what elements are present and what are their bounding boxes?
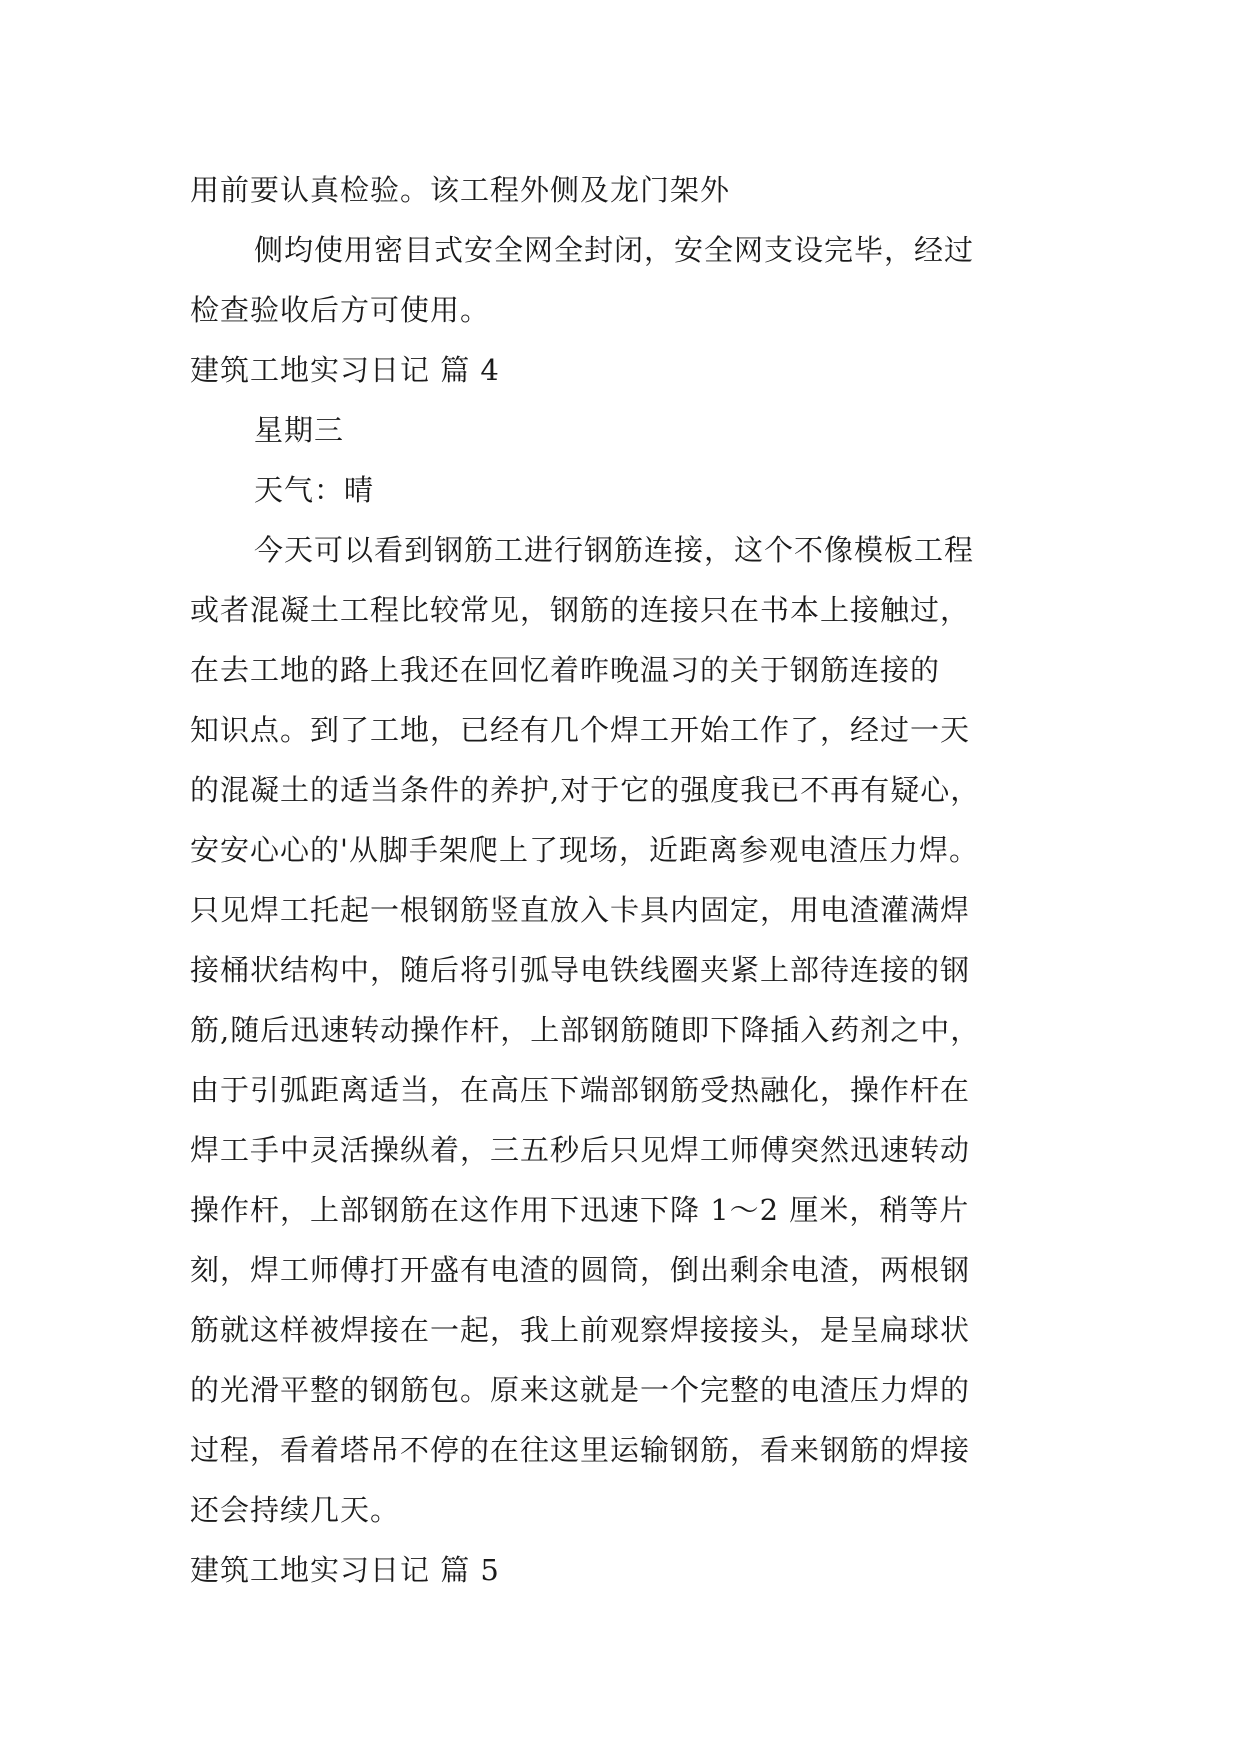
paragraph-line: 的光滑平整的钢筋包。原来这就是一个完整的电渣压力焊的 [190,1373,971,1407]
paragraph-line: 的混凝土的适当条件的养护,对于它的强度我已不再有疑心， [190,773,981,807]
document-content [190,160,1050,1600]
paragraph-line: 今天可以看到钢筋工进行钢筋连接，这个不像模板工程 [254,533,975,567]
paragraph-line: 还会持续几天。 [190,1493,401,1527]
paragraph-line: 焊工手中灵活操纵着，三五秒后只见焊工师傅突然迅速转动 [190,1133,971,1167]
paragraph-line: 在去工地的路上我还在回忆着昨晚温习的关于钢筋连接的 [190,653,941,687]
weekday-label: 星期三 [254,413,345,447]
weather-label: 天气：晴 [254,473,375,507]
paragraph-line: 侧均使用密目式安全网全封闭，安全网支设完毕，经过 [254,233,975,267]
paragraph-line: 知识点。到了工地，已经有几个焊工开始工作了，经过一天 [190,713,971,747]
paragraph-line: 安安心心的'从脚手架爬上了现场，近距离参观电渣压力焊。 [190,833,979,867]
section-heading-5: 建筑工地实习日记 篇 5 [190,1553,500,1587]
paragraph-line: 用前要认真检验。该工程外侧及龙门架外 [190,173,731,207]
paragraph-line: 筋就这样被焊接在一起，我上前观察焊接接头，是呈扁球状 [190,1313,971,1347]
paragraph-line: 刻，焊工师傅打开盛有电渣的圆筒，倒出剩余电渣，两根钢 [190,1253,971,1287]
paragraph-line: 筋,随后迅速转动操作杆，上部钢筋随即下降插入药剂之中， [190,1013,981,1047]
paragraph-line: 操作杆，上部钢筋在这作用下迅速下降 1～2 厘米，稍等片 [190,1193,970,1227]
section-heading-4: 建筑工地实习日记 篇 4 [190,353,500,387]
paragraph-line: 只见焊工托起一根钢筋竖直放入卡具内固定，用电渣灌满焊 [190,893,971,927]
paragraph-line: 检查验收后方可使用。 [190,293,491,327]
paragraph-line: 由于引弧距离适当，在高压下端部钢筋受热融化，操作杆在 [190,1073,971,1107]
paragraph-line: 过程，看着塔吊不停的在往这里运输钢筋，看来钢筋的焊接 [190,1433,971,1467]
paragraph-line: 或者混凝土工程比较常见，钢筋的连接只在书本上接触过， [190,593,971,627]
paragraph-line: 接桶状结构中，随后将引弧导电铁线圈夹紧上部待连接的钢 [190,953,971,987]
